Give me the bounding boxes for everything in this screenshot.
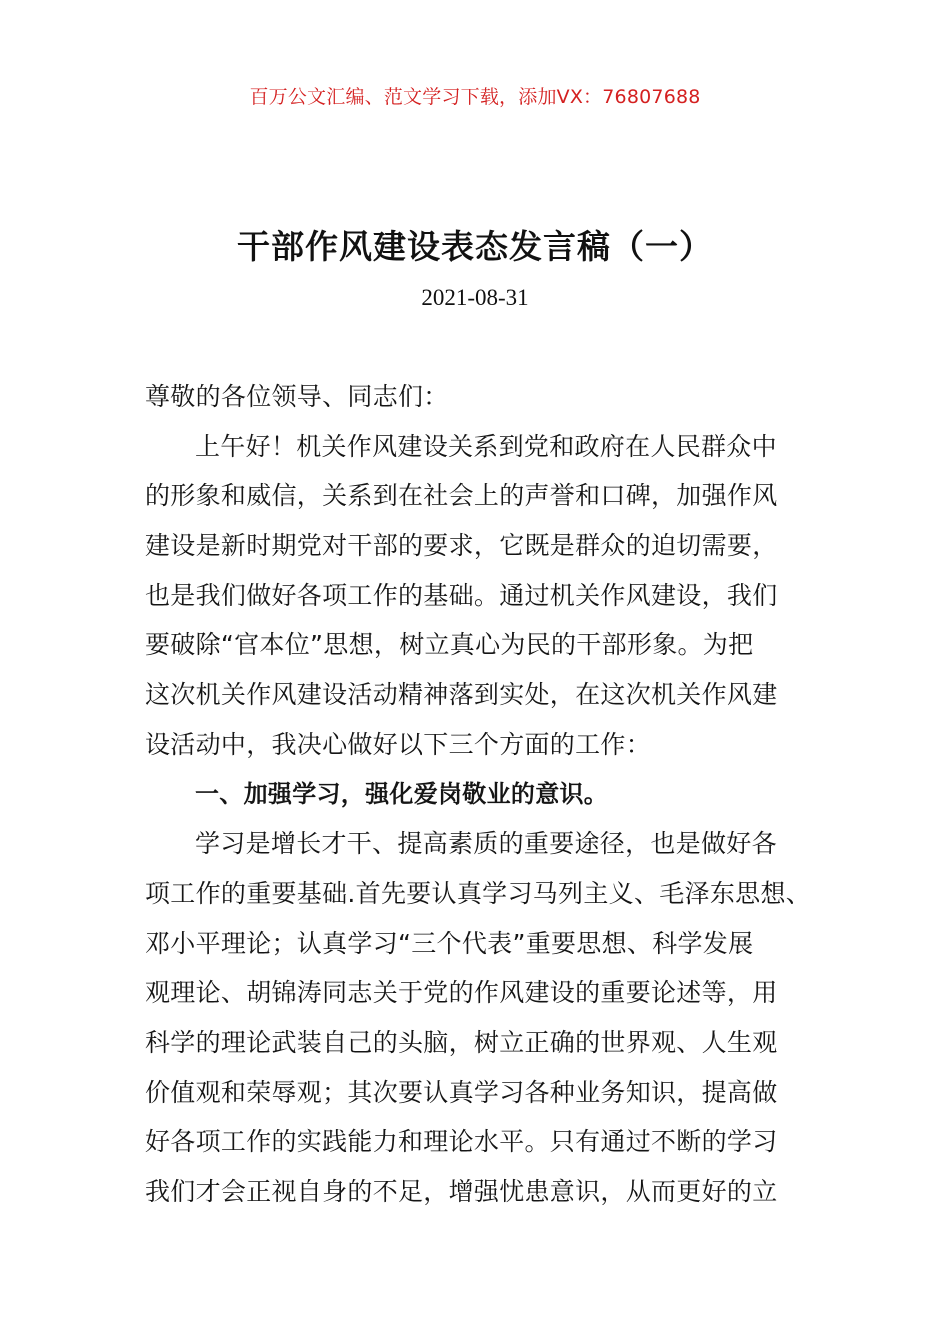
- paragraph-line: 好各项工作的实践能力和理论水平。只有通过不断的学习: [145, 1127, 778, 1157]
- paragraph-line: 学习是增长才干、提高素质的重要途径，也是做好各: [195, 829, 777, 859]
- paragraph-line: 项工作的重要基础.首先要认真学习马列主义、毛泽东思想、: [145, 878, 812, 908]
- paragraph-line: 科学的理论武装自己的头脑，树立正确的世界观、人生观: [145, 1027, 778, 1057]
- paragraph-line: 观理论、胡锦涛同志关于党的作风建设的重要论述等，用: [145, 978, 778, 1008]
- paragraph-line: 的形象和威信，关系到在社会上的声誉和口碑，加强作风: [145, 481, 778, 511]
- section-heading: 一、加强学习，强化爱岗敬业的意识。: [195, 779, 609, 808]
- header-watermark-note: 百万公文汇编、范文学习下载，添加VX：76807688: [249, 86, 701, 108]
- paragraph-line: 邓小平理论；认真学习“三个代表”重要思想、科学发展: [145, 928, 754, 958]
- salutation-line: 尊敬的各位领导、同志们：: [145, 382, 449, 411]
- paragraph-line: 也是我们做好各项工作的基础。通过机关作风建设，我们: [145, 580, 778, 610]
- paragraph-line: 要破除“官本位”思想，树立真心为民的干部形象。为把: [145, 630, 754, 660]
- document-date: 2021-08-31: [421, 285, 529, 310]
- paragraph-line: 建设是新时期党对干部的要求，它既是群众的迫切需要，: [145, 531, 778, 561]
- paragraph-line: 这次机关作风建设活动精神落到实处，在这次机关作风建: [145, 680, 778, 710]
- paragraph-line: 上午好！机关作风建设关系到党和政府在人民群众中: [195, 431, 777, 461]
- paragraph-line: 我们才会正视自身的不足，增强忧患意识，从而更好的立: [145, 1177, 778, 1206]
- document-title: 干部作风建设表态发言稿（一）: [237, 227, 713, 266]
- document-body: [145, 372, 810, 1217]
- paragraph-line: 设活动中，我决心做好以下三个方面的工作：: [145, 729, 652, 759]
- paragraph-line: 价值观和荣辱观；其次要认真学习各种业务知识，提高做: [145, 1077, 778, 1107]
